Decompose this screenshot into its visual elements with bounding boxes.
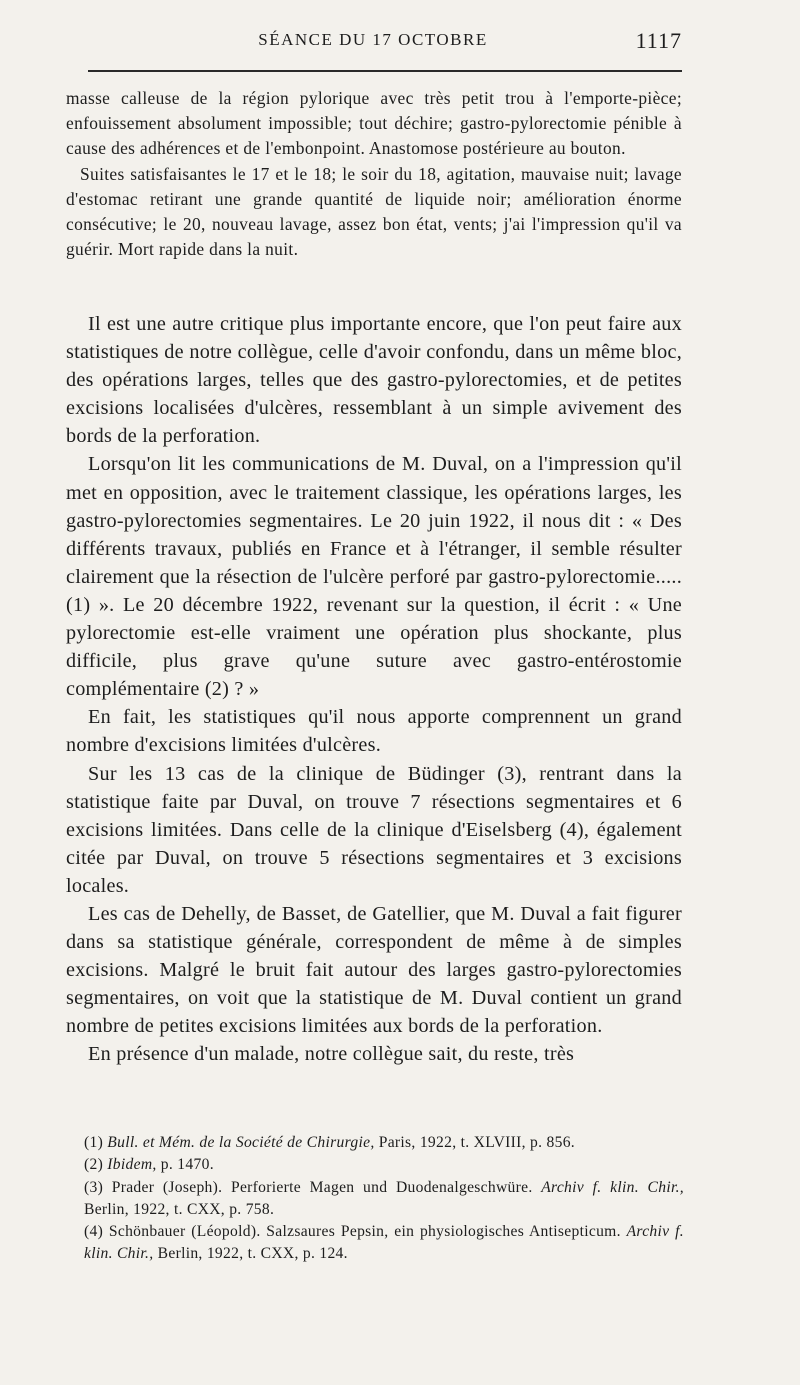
body-paragraph: Il est une autre critique plus importante encore, que l'on peut faire aux statistiques de notre collègue, celle d'avoir confondu, dans un même bloc, des opérations larges, telles que des gastro-pylorectomies, et de petites excisions localisées d'ulcères, ressemblant à un simple avivement des bords de la perforation. [66, 313, 682, 448]
body-paragraph: Sur les 13 cas de la clinique de Büdinger (3), rentrant dans la statistique faite par Duval, on trouve 7 résections segmentaires et 6 excisions limitées. Dans celle de la clinique d'Eiselsberg (4), également citée par Duval, on trouve 5 résections segmentaires et 3 excisions locales. [66, 762, 682, 897]
case-notes [66, 86, 682, 262]
footnote-author: Schönbauer (Léopold). Salzsaures Pepsin, ein physiologisches Antisepticum. [108, 1223, 627, 1241]
body-paragraph: En fait, les statistiques qu'il nous apporte comprennent un grand nombre d'excisions limitées d'ulcères. [66, 706, 682, 757]
body-paragraph: En présence d'un malade, notre collègue sait, du reste, très [88, 1043, 575, 1066]
footnote-author: Prader (Joseph). Perforierte Magen und Duodenalgeschwüre. [111, 1178, 542, 1196]
footnote [84, 1132, 684, 1154]
footnote [84, 1221, 684, 1266]
case-note-paragraph: masse calleuse de la région pylorique avec très petit trou à l'emporte-pièce; enfouissement absolument impossible; tout déchire; gastro-pylorectomie pénible à cause des adhérences et de l'embonpoint. Anastomose postérieure au bouton. [66, 88, 682, 159]
footnote-source: Archiv f. klin. Chir., [84, 1223, 684, 1263]
footnote-number: (3) [84, 1178, 104, 1196]
footnote-source: Ibidem, [107, 1156, 157, 1174]
footnote-number: (4) [84, 1223, 104, 1241]
footnote-number: (2) [84, 1156, 104, 1174]
footnote-number: (1) [84, 1134, 104, 1151]
case-note-paragraph: Suites satisfaisantes le 17 et le 18; le soir du 18, agitation, mauvaise nuit; lavage d'estomac retirant une grande quantité de liquide noir; amélioration énorme consécutive; le 20, nouveau lavage, assez bon état, vents; j'ai l'impression qu'il va guérir. Mort rapide dans la nuit. [66, 163, 682, 260]
footnote [84, 1154, 684, 1176]
header-rule [88, 70, 682, 72]
footnotes [84, 1132, 684, 1266]
main-text [66, 310, 682, 1069]
running-header [66, 30, 680, 56]
footnote-details: Paris, 1922, t. XLVIII, p. 856. [374, 1134, 576, 1151]
footnote-details: Berlin, 1922, t. CXX, p. 124. [153, 1245, 348, 1263]
footnote-source: Archiv f. klin. Chir., [541, 1178, 684, 1196]
body-paragraph: Les cas de Dehelly, de Basset, de Gatellier, que M. Duval a fait figurer dans sa statistique générale, correspondent de même à de simples excisions. Malgré le bruit fait autour des larges gastro-pylorectomies segmentaires, on voit que la statistique de M. Duval contient un grand nombre de petites excisions limitées aux bords de la perforation. [66, 902, 682, 1038]
footnote-details: p. 1470. [156, 1156, 214, 1174]
header-title: SÉANCE DU 17 OCTOBRE [258, 30, 488, 49]
page-number: 1117 [635, 28, 682, 53]
footnote [84, 1177, 684, 1222]
body-paragraph: Lorsqu'on lit les communications de M. Duval, on a l'impression qu'il met en opposition, avec le traitement classique, les opérations larges, les gastro-pylorectomies segmentaires. Le 20 juin 1922, il nous dit : « Des différents travaux, publiés en France et à l'étranger, il semble résulter clairement que la résection de l'ulcère perforé par gastro-pylorectomie..... (1) ». Le 20 décembre 1922, revenant sur la question, il écrit : « Une pylorectomie est-elle vraiment une opération plus shockante, plus difficile, plus grave qu'une suture avec gastro-entérostomie complémentaire (2) ? » [66, 453, 682, 701]
footnote-details: Berlin, 1922, t. CXX, p. 758. [84, 1200, 275, 1218]
footnote-source: Bull. et Mém. de la Société de Chirurgie, [107, 1134, 375, 1151]
